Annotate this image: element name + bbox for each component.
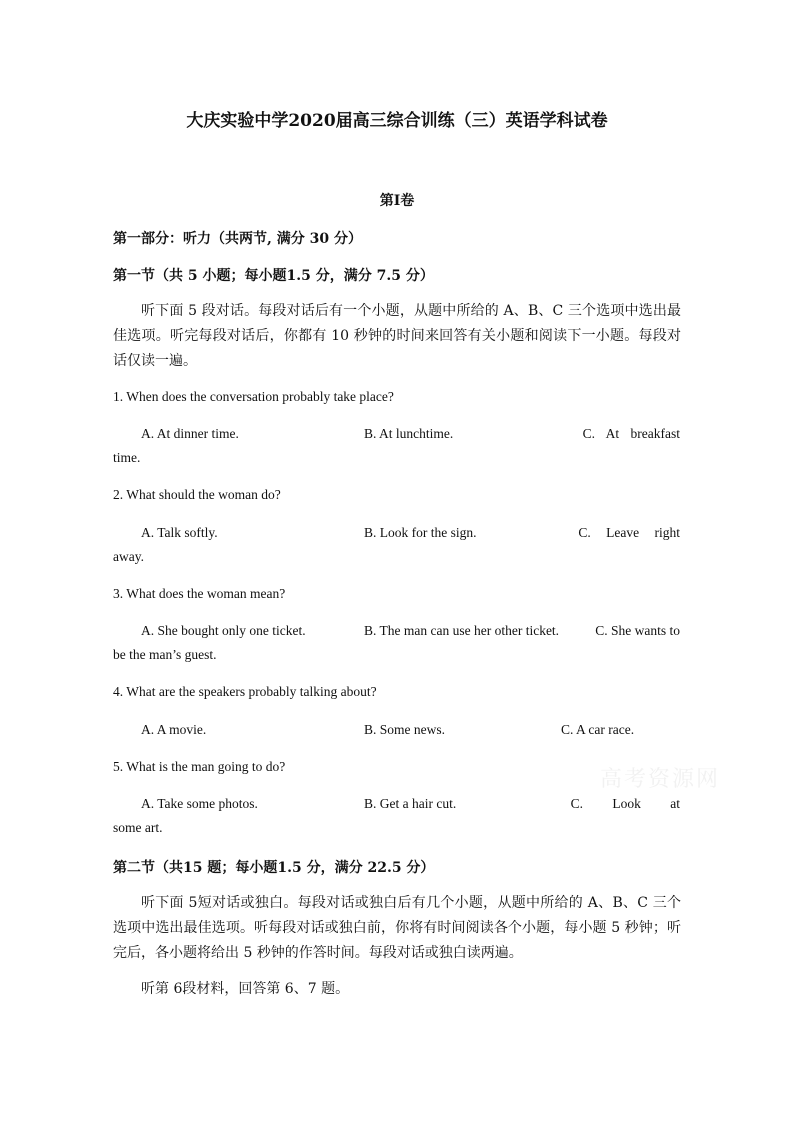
- exam-title: 大庆实验中学2020届高三综合训练（三）英语学科试卷: [186, 111, 608, 131]
- option-b: B. The man can use her other ticket.: [364, 623, 560, 638]
- option-c: C. A car race.: [561, 722, 635, 737]
- question-stem: 3. What does the woman mean?: [113, 586, 286, 601]
- option-c: C. At breakfast: [582, 426, 680, 441]
- option-b: B. Some news.: [364, 722, 445, 737]
- option-c: C. Look at: [570, 796, 680, 811]
- option-b: B. Get a hair cut.: [364, 796, 457, 811]
- section1-heading: 第一节（共 5 小题；每小题1.5 分，满分 7.5 分）: [113, 268, 434, 284]
- option-a: A. Talk softly.: [141, 525, 218, 540]
- option-c-continued: time.: [113, 450, 141, 465]
- volume-label: 第I卷: [379, 193, 415, 209]
- option-c-continued: away.: [113, 549, 144, 564]
- option-c-continued: some art.: [113, 820, 163, 835]
- question-stem: 2. What should the woman do?: [113, 487, 281, 502]
- part1-heading: 第一部分：听力（共两节, 满分 30 分）: [113, 231, 362, 247]
- option-b: B. Look for the sign.: [364, 525, 477, 540]
- question-stem: 1. When does the conversation probably take place?: [113, 389, 394, 404]
- option-c: C. She wants to: [595, 623, 680, 638]
- option-a: A. Take some photos.: [141, 796, 258, 811]
- question-stem: 4. What are the speakers probably talking about?: [113, 684, 377, 699]
- option-a: A. She bought only one ticket.: [141, 623, 306, 638]
- option-a: A. At dinner time.: [141, 426, 239, 441]
- section2-heading: 第二节（共15 题；每小题1.5 分，满分 22.5 分）: [113, 860, 435, 876]
- option-c-continued: be the man’s guest.: [113, 647, 217, 662]
- option-c: C. Leave right: [578, 525, 680, 540]
- section2-note: 听第 6段材料，回答第 6、7 题。: [141, 981, 350, 997]
- section2-instructions: 听下面 5短对话或独白。每段对话或独白后有几个小题，从题中所给的 A、B、C 三个选项中选出最佳选项。听每段对话或独白前，你将有时间阅读各个小题，每小题 5 秒钟；听完后，各小题将给出 5 秒钟的作答时间。每段对话或独白读两遍。: [113, 895, 681, 961]
- watermark: 高考资源网: [600, 767, 721, 792]
- question-stem: 5. What is the man going to do?: [113, 759, 286, 774]
- option-b: B. At lunchtime.: [364, 426, 454, 441]
- section1-instructions: 听下面 5 段对话。每段对话后有一个小题，从题中所给的 A、B、C 三个选项中选出最佳选项。听完每段对话后，你都有 10 秒钟的时间来回答有关小题和阅读下一小题。每段对话仅读一遍。: [113, 303, 681, 369]
- option-a: A. A movie.: [141, 722, 207, 737]
